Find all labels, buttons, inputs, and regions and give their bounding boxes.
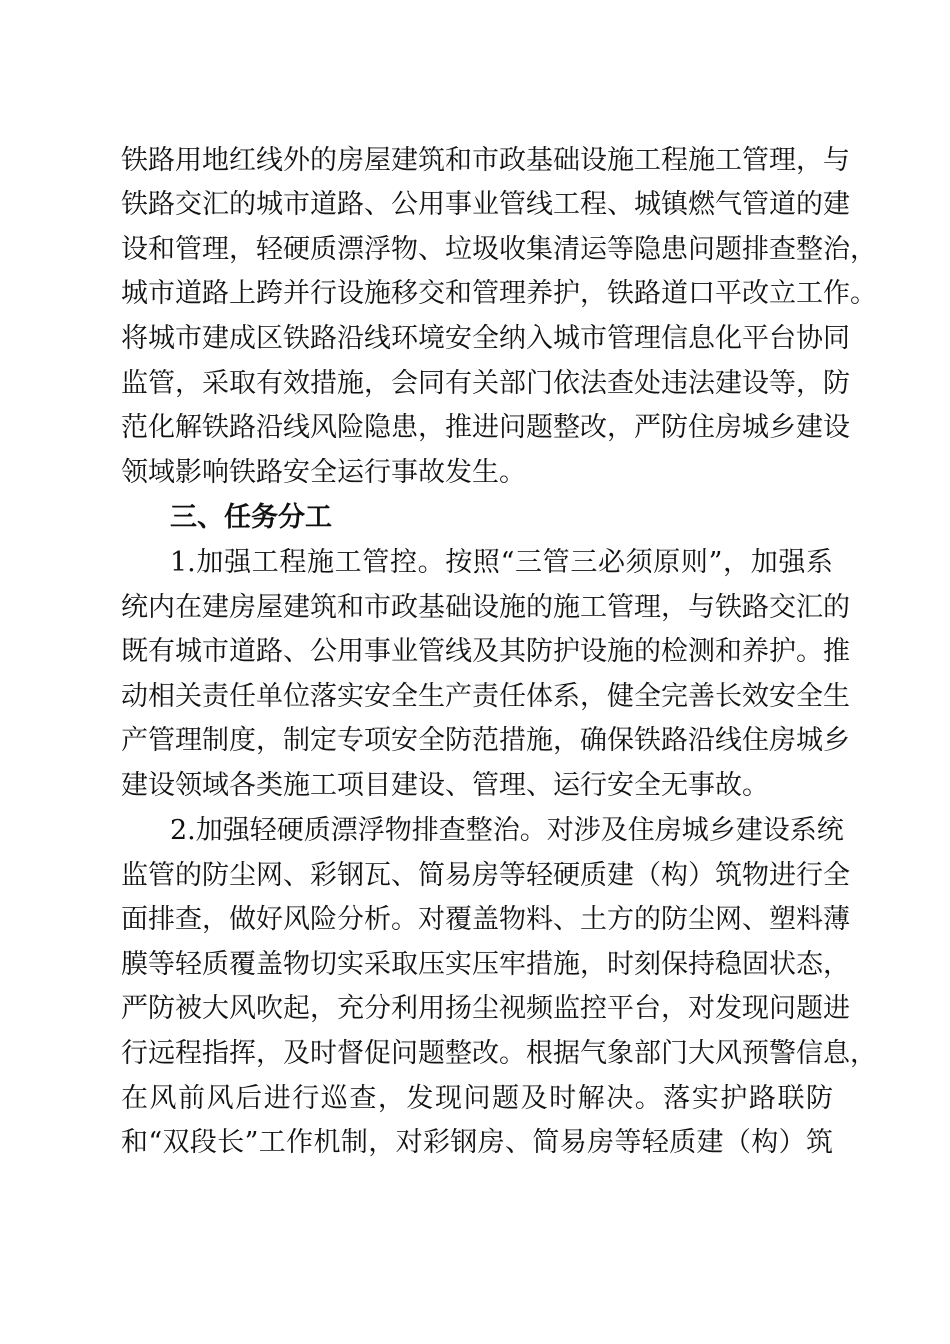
paragraph-3-line-6: 行远程指挥，及时督促问题整改。根据气象部门大风预警信息， xyxy=(121,1038,877,1069)
paragraph-3-line-1: 2.加强轻硬质漂浮物排查整治。对涉及住房城乡建设系统 xyxy=(170,815,844,846)
paragraph-2-line-3: 既有城市道路、公用事业管线及其防护设施的检测和养护。推 xyxy=(121,636,850,667)
paragraph-1-line-8: 领域影响铁路安全运行事故发生。 xyxy=(121,457,526,488)
paragraph-2-line-1: 1.加强工程施工管控。按照“三管三必须原则”，加强系 xyxy=(170,547,833,578)
paragraph-1-line-5: 将城市建成区铁路沿线环境安全纳入城市管理信息化平台协同 xyxy=(121,323,850,354)
paragraph-1-line-3: 设和管理，轻硬质漂浮物、垃圾收集清运等隐患问题排查整治， xyxy=(121,234,877,265)
paragraph-3-line-7: 在风前风后进行巡查，发现问题及时解决。落实护路联防 xyxy=(121,1083,833,1114)
paragraph-2-line-2: 统内在建房屋建筑和市政基础设施的施工管理，与铁路交汇的 xyxy=(121,592,850,623)
paragraph-1-line-4: 城市道路上跨并行设施移交和管理养护，铁路道口平改立工作。 xyxy=(121,278,877,309)
paragraph-3-line-8: 和“双段长”工作机制，对彩钢房、简易房等轻质建（构）筑 xyxy=(121,1127,833,1158)
paragraph-1-line-1: 铁路用地红线外的房屋建筑和市政基础设施工程施工管理，与 xyxy=(121,145,850,176)
section-heading: 三、任务分工 xyxy=(170,502,332,533)
paragraph-2-line-6: 建设领域各类施工项目建设、管理、运行安全无事故。 xyxy=(121,770,769,801)
paragraph-1-line-2: 铁路交汇的城市道路、公用事业管线工程、城镇燃气管道的建 xyxy=(121,189,850,220)
paragraph-2-line-4: 动相关责任单位落实安全生产责任体系，健全完善长效安全生 xyxy=(121,681,850,712)
paragraph-3-line-2: 监管的防尘网、彩钢瓦、简易房等轻硬质建（构）筑物进行全 xyxy=(121,860,850,891)
paragraph-3-line-5: 严防被大风吹起，充分利用扬尘视频监控平台，对发现问题进 xyxy=(121,993,850,1024)
paragraph-2-line-5: 产管理制度，制定专项安全防范措施，确保铁路沿线住房城乡 xyxy=(121,725,850,756)
paragraph-1-line-6: 监管，采取有效措施，会同有关部门依法查处违法建设等，防 xyxy=(121,368,850,399)
paragraph-1-line-7: 范化解铁路沿线风险隐患，推进问题整改，严防住房城乡建设 xyxy=(121,412,850,443)
paragraph-3-line-3: 面排查，做好风险分析。对覆盖物料、土方的防尘网、塑料薄 xyxy=(121,904,850,935)
paragraph-3-line-4: 膜等轻质覆盖物切实采取压实压牢措施，时刻保持稳固状态， xyxy=(121,949,850,980)
